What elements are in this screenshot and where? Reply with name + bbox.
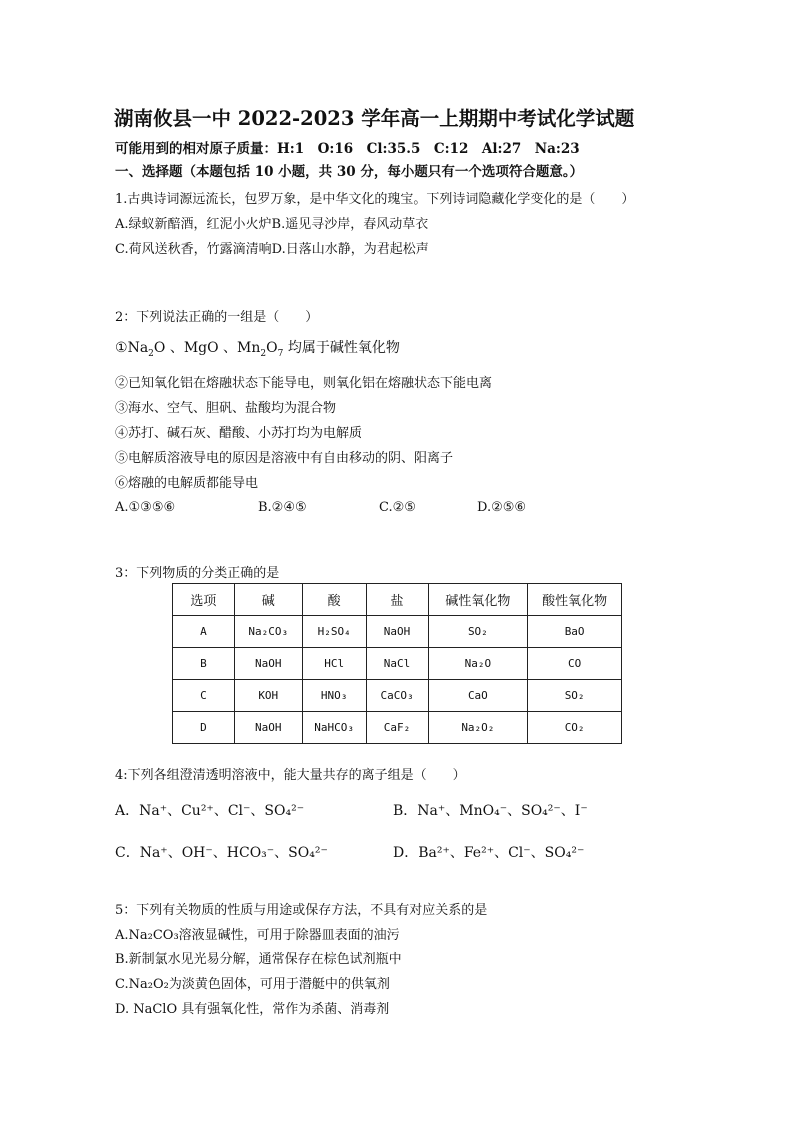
atomic-mass-line: 可能用到的相对原子质量：H:1 O:16 Cl:35.5 C:12 Al:27 Na:23 <box>115 141 580 157</box>
table-header-cell: 盐 <box>366 584 428 616</box>
table-cell: KOH <box>234 680 302 712</box>
table-cell: A <box>173 616 235 648</box>
q2-option-b: B.②④⑤ <box>258 500 307 515</box>
table-header-row <box>173 584 622 616</box>
table-cell: D <box>173 712 235 744</box>
q5-option-d: D. NaClO 具有强氧化性，常作为杀菌、消毒剂 <box>115 1002 390 1017</box>
table-header-cell: 酸性氧化物 <box>528 584 622 616</box>
table-cell: CaCO₃ <box>366 680 428 712</box>
q2-statement-6: ⑥熔融的电解质都能导电 <box>115 476 259 491</box>
table-cell: CO <box>528 648 622 680</box>
table-cell: NaOH <box>234 712 302 744</box>
table-header-cell: 酸 <box>302 584 366 616</box>
table-row <box>173 712 622 744</box>
q3-stem: 3：下列物质的分类正确的是 <box>115 566 280 581</box>
q2-statement-3: ③海水、空气、胆矾、盐酸均为混合物 <box>115 401 337 416</box>
table-cell: SO₂ <box>428 616 528 648</box>
q5-stem: 5：下列有关物质的性质与用途或保存方法，不具有对应关系的是 <box>115 903 488 918</box>
table-cell: CaO <box>428 680 528 712</box>
table-cell: NaOH <box>366 616 428 648</box>
q1-stem: 1.古典诗词源远流长，包罗万象，是中华文化的瑰宝。下列诗词隐藏化学变化的是（ ） <box>115 192 635 207</box>
q5-option-c: C.Na₂O₂为淡黄色固体，可用于潜艇中的供氧剂 <box>115 977 390 992</box>
q4-option-b: B．Na⁺、MnO₄⁻、SO₄²⁻、I⁻ <box>393 803 588 819</box>
q4-option-a: A．Na⁺、Cu²⁺、Cl⁻、SO₄²⁻ <box>115 803 305 819</box>
section-heading: 一、选择题（本题包括 10 小题，共 30 分，每小题只有一个选项符合题意。） <box>115 164 584 180</box>
table-cell: NaHCO₃ <box>302 712 366 744</box>
table-cell: C <box>173 680 235 712</box>
table-cell: HNO₃ <box>302 680 366 712</box>
q5-option-a: A.Na₂CO₃溶液显碱性，可用于除器皿表面的油污 <box>115 928 400 943</box>
table-cell: BaO <box>528 616 622 648</box>
table-row <box>173 680 622 712</box>
table-header-cell: 碱 <box>234 584 302 616</box>
q4-option-c: C．Na⁺、OH⁻、HCO₃⁻、SO₄²⁻ <box>115 845 328 861</box>
q2-option-a: A.①③⑤⑥ <box>115 500 176 515</box>
q1-options-ab: A.绿蚁新醅酒，红泥小火炉B.遥见寻沙岸，春风动草衣 <box>115 217 429 232</box>
table-cell: NaOH <box>234 648 302 680</box>
q2-statement-1: $①Na_2O$ 、MgO 、$Mn_2O_7$ 均属于碱性氧化物 <box>115 340 400 359</box>
table-cell: CO₂ <box>528 712 622 744</box>
table-cell: HCl <box>302 648 366 680</box>
q2-statement-2: ②已知氧化铝在熔融状态下能导电，则氧化铝在熔融状态下能电离 <box>115 376 493 391</box>
q2-option-d: D.②⑤⑥ <box>477 500 527 515</box>
q2-s1-prefix: ① <box>115 340 128 356</box>
q4-option-d: D．Ba²⁺、Fe²⁺、Cl⁻、SO₄²⁻ <box>393 845 585 861</box>
q1-options-cd: C.荷风送秋香，竹露滴清响D.日落山水静，为君起松声 <box>115 242 429 257</box>
table-row <box>173 616 622 648</box>
exam-title: 湖南攸县一中 2022-2023 学年高一上期期中考试化学试题 <box>114 107 635 130</box>
table-cell: CaF₂ <box>366 712 428 744</box>
q5-option-b: B.新制氯水见光易分解，通常保存在棕色试剂瓶中 <box>115 952 402 967</box>
table-header-cell: 选项 <box>173 584 235 616</box>
classification-table <box>172 583 622 744</box>
table-row <box>173 648 622 680</box>
table-cell: Na₂O₂ <box>428 712 528 744</box>
table-cell: Na₂CO₃ <box>234 616 302 648</box>
table-cell: B <box>173 648 235 680</box>
table-cell: SO₂ <box>528 680 622 712</box>
q2-statement-5: ⑤电解质溶液导电的原因是溶液中有自由移动的阴、阳离子 <box>115 451 454 466</box>
table-cell: Na₂O <box>428 648 528 680</box>
q2-stem: 2：下列说法正确的一组是（ ） <box>115 310 319 325</box>
q2-option-c: C.②⑤ <box>379 500 416 515</box>
q2-s1-suffix: 均属于碱性氧化物 <box>287 340 400 356</box>
table-cell: NaCl <box>366 648 428 680</box>
table-header-cell: 碱性氧化物 <box>428 584 528 616</box>
table-cell: H₂SO₄ <box>302 616 366 648</box>
q4-stem: 4:下列各组澄清透明溶液中，能大量共存的离子组是（ ） <box>115 768 466 783</box>
q2-statement-4: ④苏打、碱石灰、醋酸、小苏打均为电解质 <box>115 426 363 441</box>
